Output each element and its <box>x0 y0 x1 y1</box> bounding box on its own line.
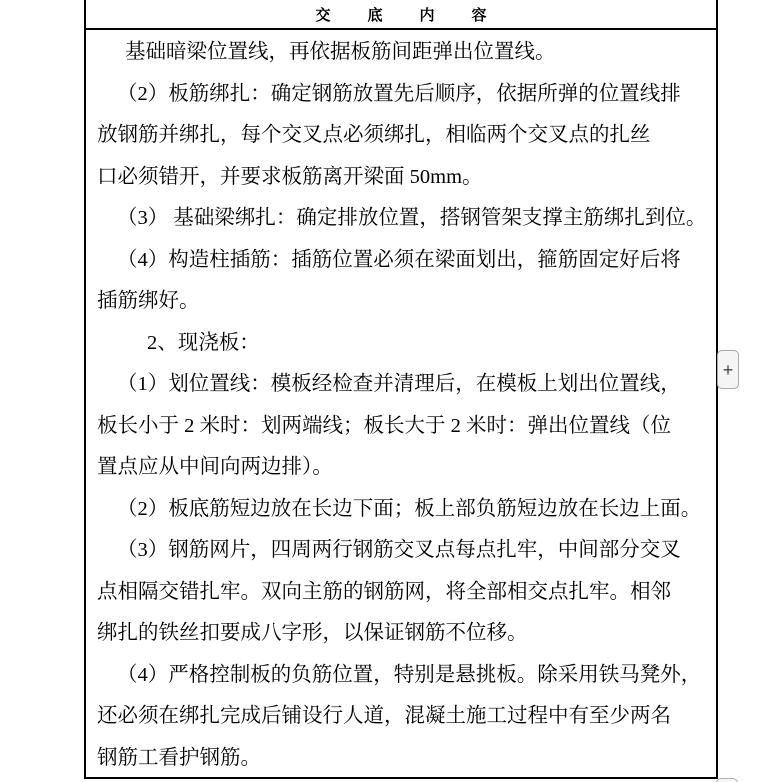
expand-button[interactable] <box>717 350 739 389</box>
text-line: 2、现浇板： <box>147 331 260 354</box>
text-line: （3）钢筋网片，四周两行钢筋交叉点每点扎牢，中间部分交叉 <box>117 539 681 561</box>
table-header-row <box>86 0 716 30</box>
text-line: （2）板筋绑扎：确定钢筋放置先后顺序，依据所弹的位置线排 <box>117 82 681 105</box>
text-line: （4）构造柱插筋：插筋位置必须在梁面划出，箍筋固定好后将 <box>117 248 681 271</box>
disclosure-content-table <box>84 0 718 779</box>
table-body <box>86 30 716 779</box>
text-line: （3） 基础梁绑扎：确定排放位置，搭钢管架支撑主筋绑扎到位。 <box>117 207 707 229</box>
text-line: 插筋绑好。 <box>97 290 200 312</box>
text-line: 口必须错开，并要求板筋离开梁面 50mm。 <box>97 165 483 188</box>
table-header-title: 交底内容 <box>315 7 524 24</box>
text-line: 放钢筋并绑扎，每个交叉点必须绑扎，相临两个交叉点的扎丝 <box>97 124 651 146</box>
text-line: 钢筋工看护钢筋。 <box>97 746 261 769</box>
text-line: 还必须在绑扎完成后铺设行人道，混凝土施工过程中有至少两名 <box>97 705 671 727</box>
text-line: 基础暗梁位置线，再依据板筋间距弹出位置线。 <box>125 41 556 63</box>
partial-handle-bottom[interactable] <box>716 778 738 782</box>
text-line: （4）严格控制板的负筋位置，特别是悬挑板。除采用铁马凳外， <box>117 663 702 686</box>
text-line: （1）划位置线：模板经检查并清理后，在模板上划出位置线， <box>117 373 681 395</box>
text-line: 绑扎的铁丝扣要成八字形，以保证钢筋不位移。 <box>97 622 528 644</box>
text-line: （2）板底筋短边放在长边下面；板上部负筋短边放在长边上面。 <box>117 497 702 520</box>
text-line: 点相隔交错扎牢。双向主筋的钢筋网，将全部相交点扎牢。相邻 <box>97 580 671 603</box>
text-line: 板长小于 2 米时：划两端线；板长大于 2 米时：弹出位置线（位 <box>97 414 671 437</box>
plus-icon: + <box>722 359 734 380</box>
text-line: 置点应从中间向两边排）。 <box>97 456 333 478</box>
